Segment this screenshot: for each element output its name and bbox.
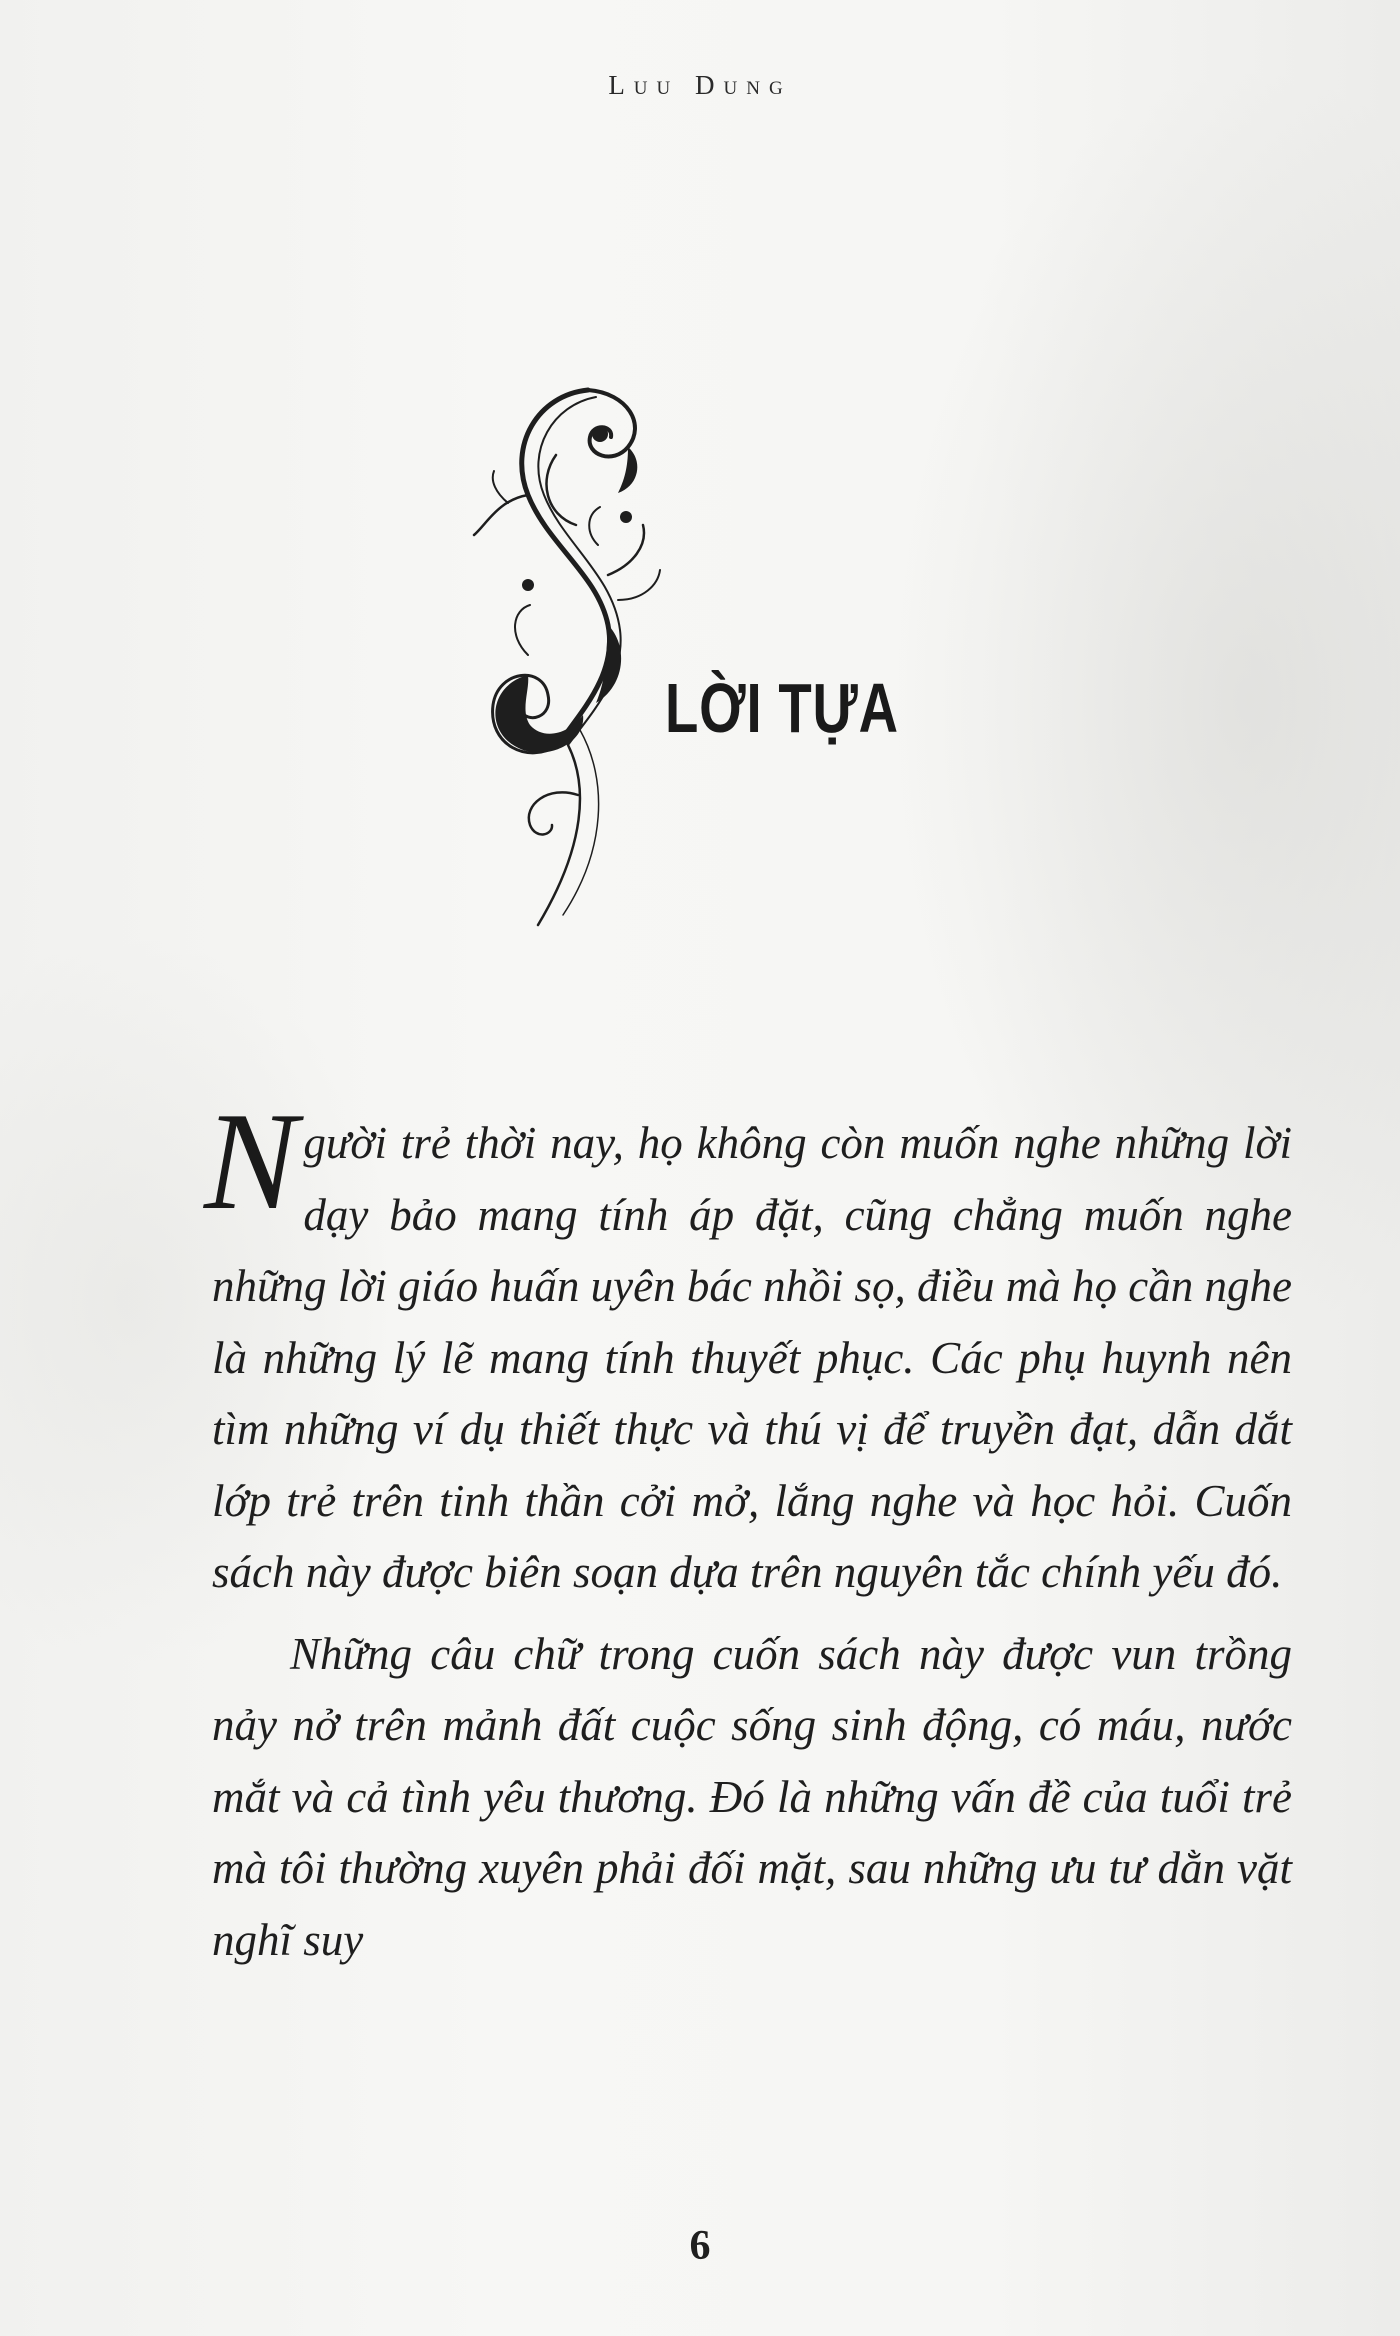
paragraph-1-text: gười trẻ thời nay, họ không còn muốn nghe những lời dạy bảo mang tính áp đặt, cũng chẳng muốn nghe những lời giáo huấn uyên bác nhồi sọ, điều mà họ cần nghe là những lý lẽ mang tính thuyết phục. Các phụ huynh nên tìm những ví dụ thiết thực và thú vị để truyền đạt, dẫn dắt lớp trẻ trên tinh thần cởi mở, lắng nghe và học hỏi. Cuốn sách này được biên soạn dựa trên nguyên tắc chính yếu đó.	[212, 1118, 1292, 1597]
body-text	[204, 1084, 1292, 1976]
page-number: 6	[689, 2223, 711, 2269]
drop-cap: N	[204, 1084, 298, 1239]
running-head-author: Luu Dung	[608, 70, 792, 100]
paragraph-2: Những câu chữ trong cuốn sách này được vun trồng nảy nở trên mảnh đất cuộc sống sinh động, có máu, nước mắt và cả tình yêu thương. Đó là những vấn đề của tuổi trẻ mà tôi thường xuyên phải đối mặt, sau những ưu tư dằn vặt nghĩ suy	[212, 1628, 1292, 1965]
flourish-scroll-icon	[468, 385, 678, 930]
paragraph-1	[204, 1084, 1292, 1609]
chapter-title: LỜI TỰA	[665, 669, 899, 747]
